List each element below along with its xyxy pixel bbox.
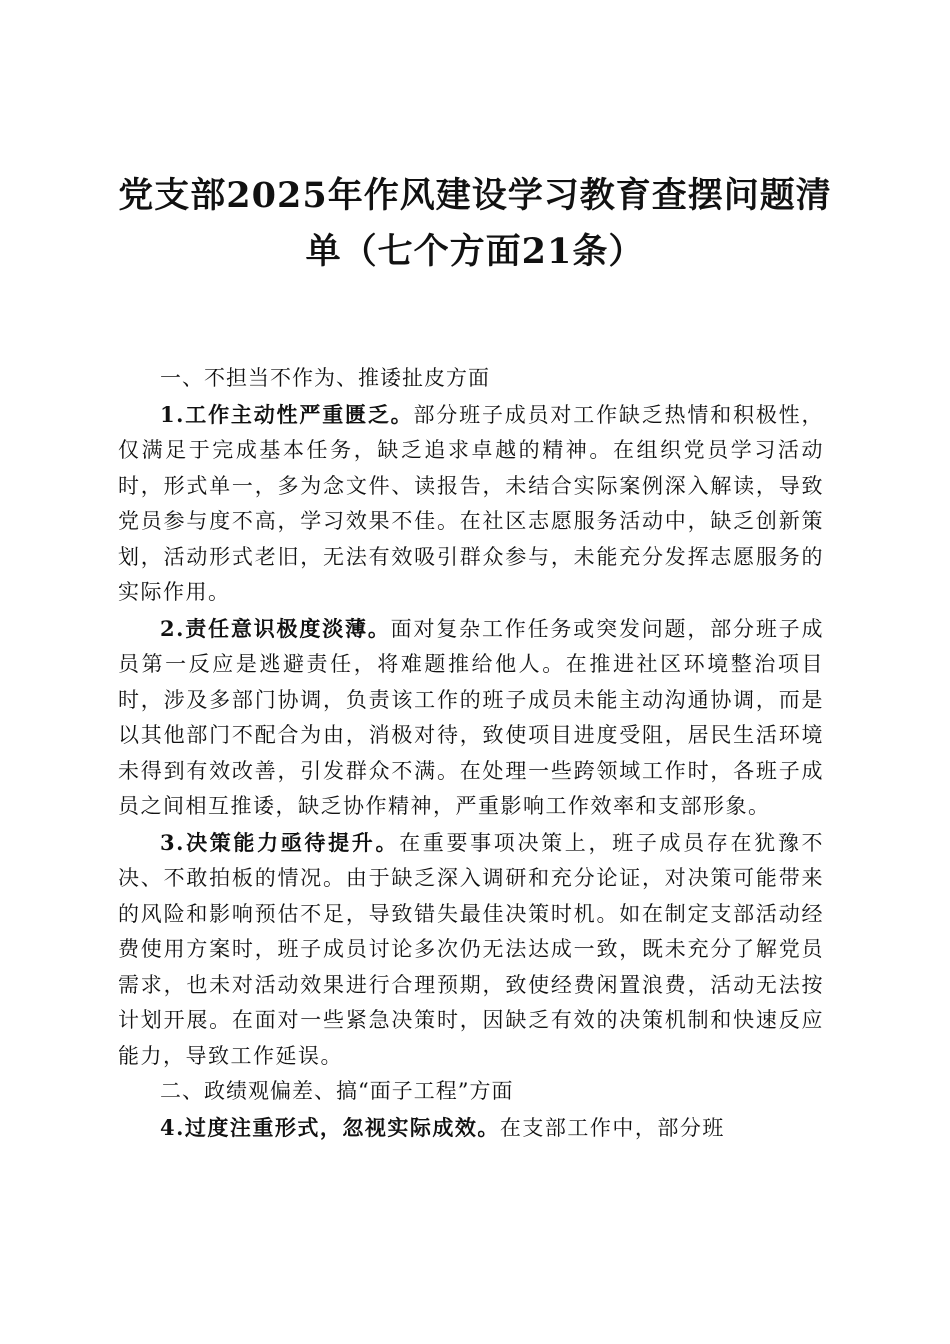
- item-text-3: 在重要事项决策上，班子成员存在犹豫不决、不敢拍板的情况。由于缺乏深入调研和充分论证，对决策可能带来的风险和影响预估不足，导致错失最佳决策时机。如在制定支部活动经费使用方案时，班子成员讨论多次仍无法达成一致，既未充分了解党员需求，也未对活动效果进行合理预期，致使经费闲置浪费，活动无法按计划开展。在面对一些紧急决策时，因缺乏有效的决策机制和快速反应能力，导致工作延误。: [118, 830, 824, 1068]
- item-lead-1: 1.工作主动性严重匮乏。: [160, 401, 414, 427]
- title-line-1: 党支部2025年作风建设学习教育查摆问题清: [118, 175, 832, 216]
- item-lead-2: 2.责任意识极度淡薄。: [160, 615, 391, 641]
- item-text-2: 面对复杂工作任务或突发问题，部分班子成员第一反应是逃避责任，将难题推给他人。在推进社区环境整治项目时，涉及多部门协调，负责该工作的班子成员未能主动沟通协调，而是以其他部门不配合为由，消极对待，致使项目进度受阻，居民生活环境未得到有效改善，引发群众不满。在处理一些跨领域工作时，各班子成员之间相互推诿，缺乏协作精神，严重影响工作效率和支部形象。: [118, 616, 824, 818]
- item-paragraph-3: [118, 825, 824, 1075]
- item-text-4: 在支部工作中，部分班: [499, 1115, 725, 1140]
- document-body: [118, 361, 824, 1146]
- title-line-2: 单（七个方面21条）: [305, 231, 645, 272]
- section-heading-1: 一、不担当不作为、推诿扯皮方面: [160, 366, 490, 390]
- item-paragraph-1: [118, 397, 824, 611]
- document-title: [118, 168, 832, 280]
- item-paragraph-4: [118, 1110, 824, 1147]
- item-text-1: 部分班子成员对工作缺乏热情和积极性，仅满足于完成基本任务，缺乏追求卓越的精神。在组织党员学习活动时，形式单一，多为念文件、读报告，未结合实际案例深入解读，导致党员参与度不高，学习效果不佳。在社区志愿服务活动中，缺乏创新策划，活动形式老旧，无法有效吸引群众参与，未能充分发挥志愿服务的实际作用。: [118, 402, 824, 604]
- section-heading-2: 二、政绩观偏差、搞“面子工程”方面: [160, 1079, 514, 1103]
- item-paragraph-2: [118, 611, 824, 825]
- item-lead-3: 3.决策能力亟待提升。: [160, 829, 400, 855]
- item-lead-4: 4.过度注重形式，忽视实际成效。: [160, 1114, 500, 1140]
